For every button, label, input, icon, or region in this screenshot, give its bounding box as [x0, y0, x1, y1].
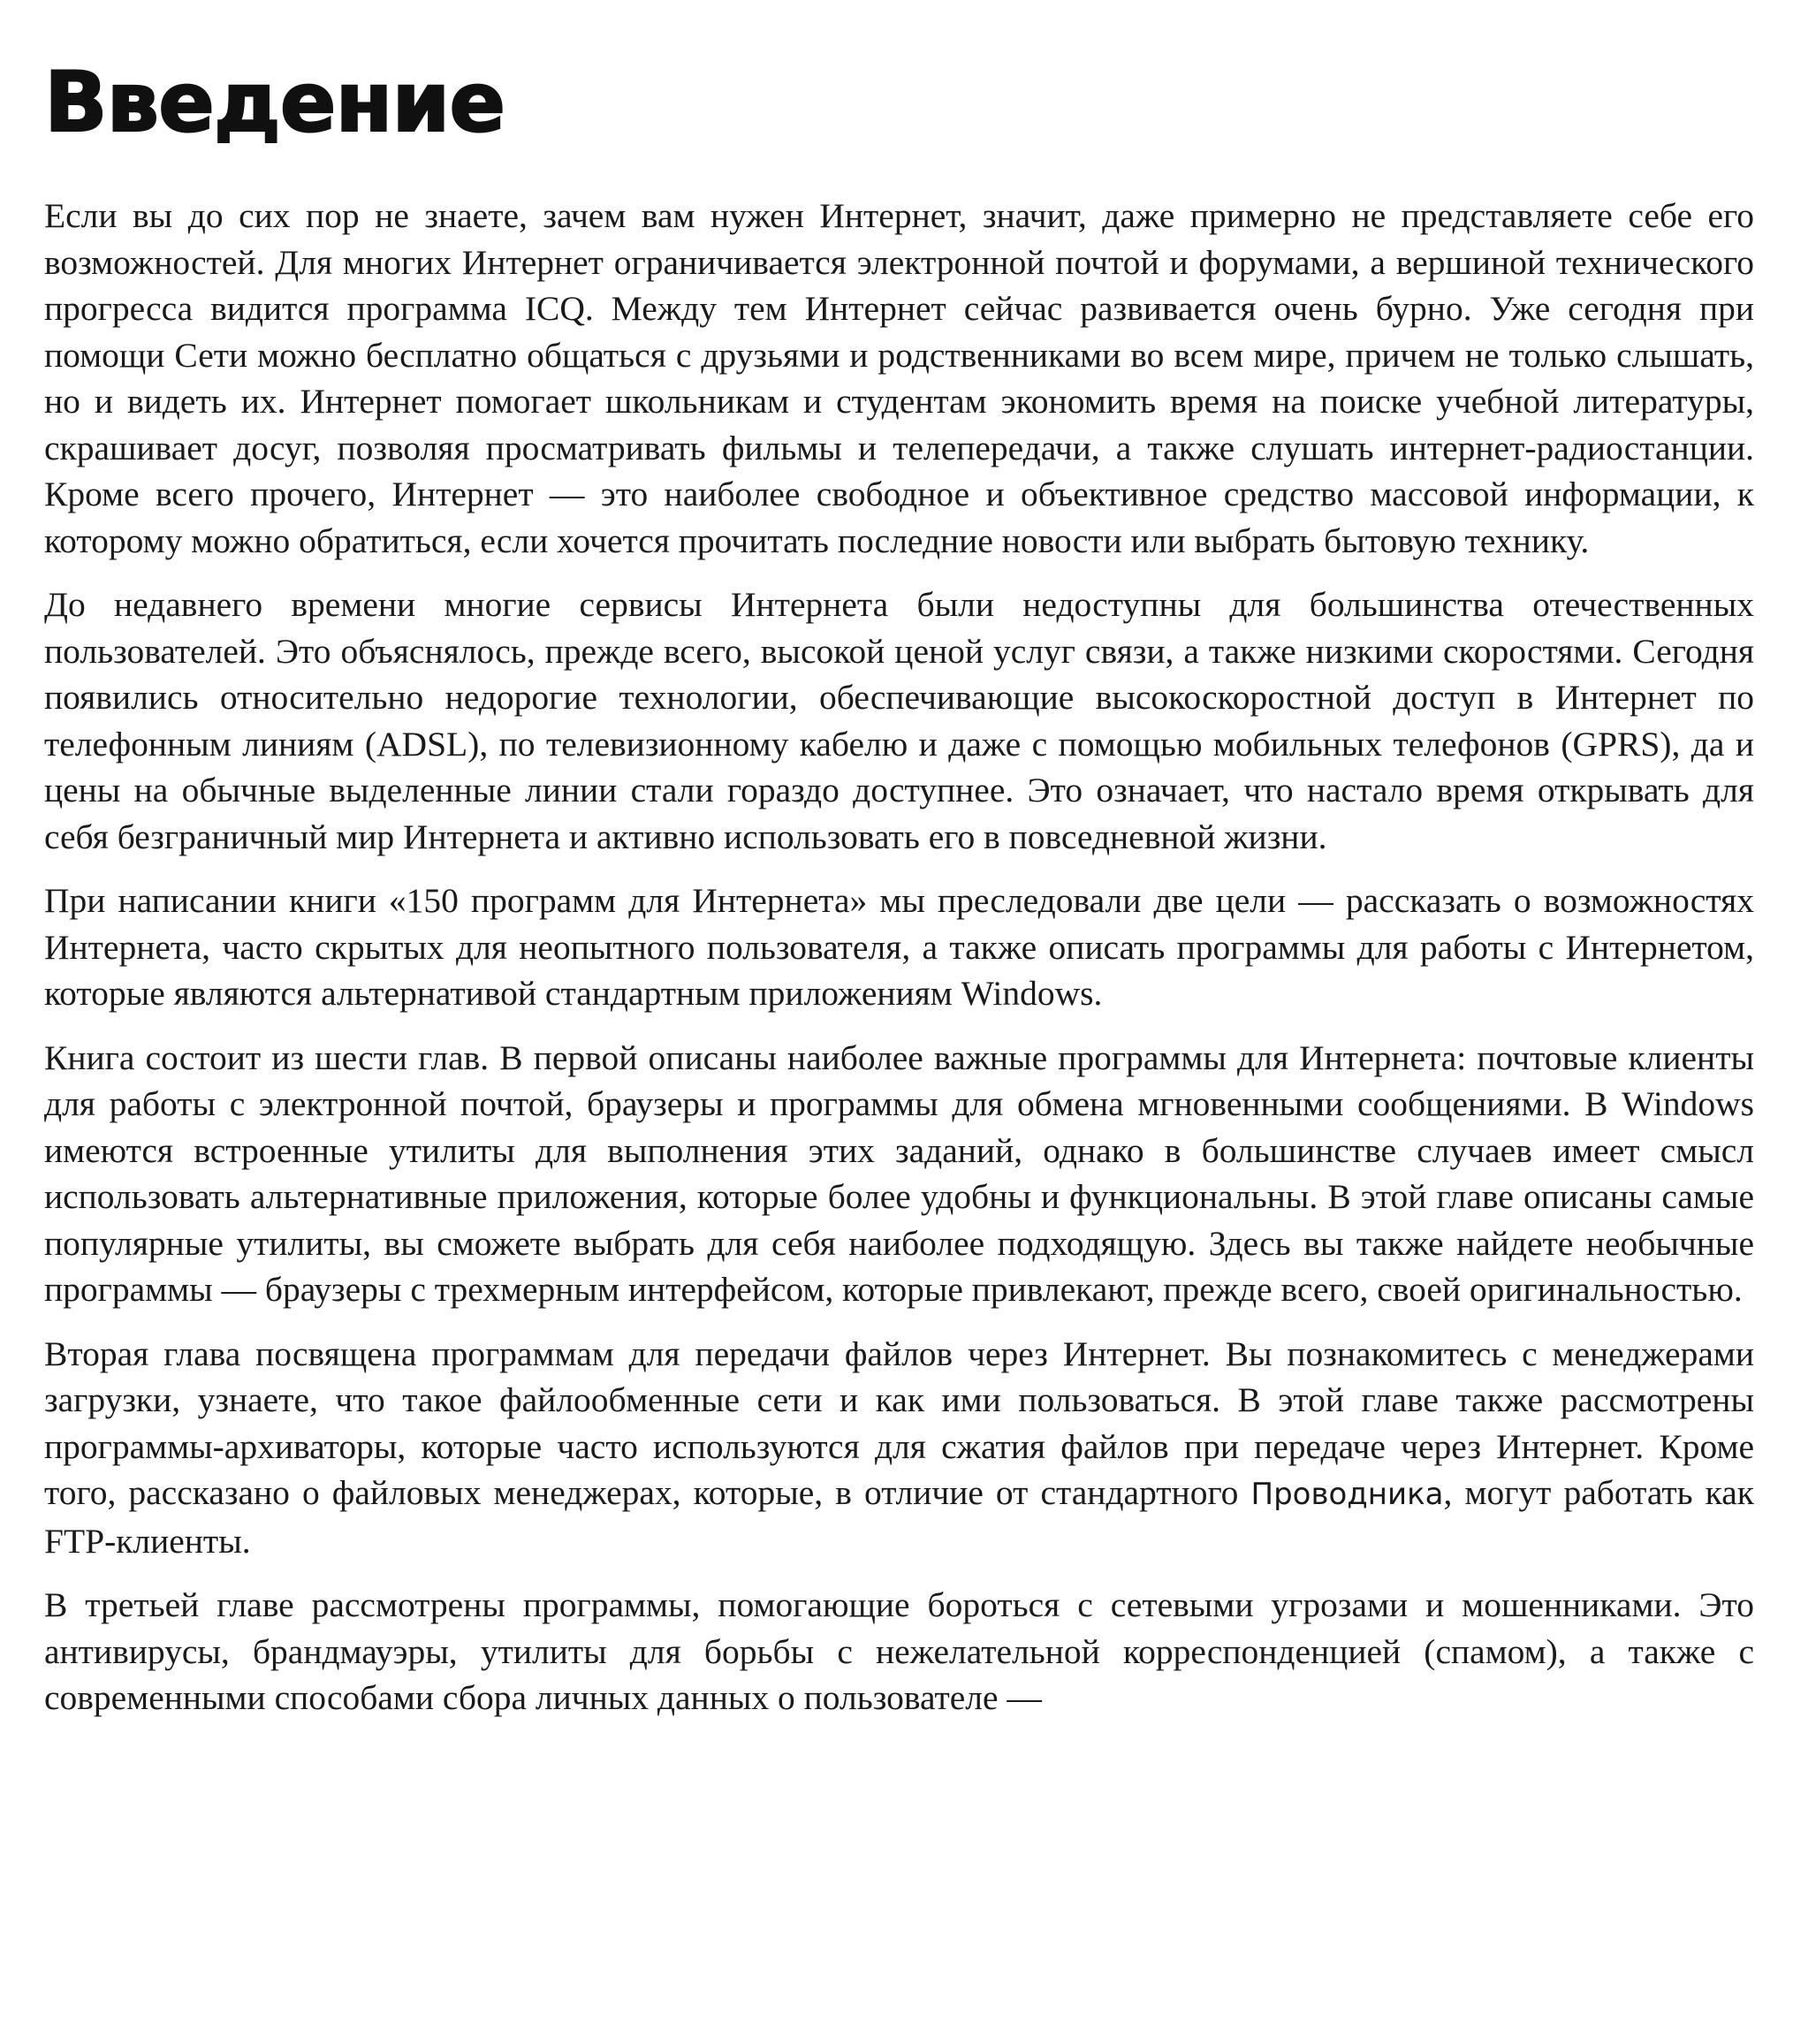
paragraph-4: Книга состоит из шести глав. В первой описаны наиболее важные программы для Интернета: почтовые клиенты для работы с электронной почтой, браузеры и программы для обмена мгновенными сообщениями. В Windows имеются встроенные утилиты для выполнения этих заданий, однако в большинстве случаев имеет смысл использовать альтернативные приложения, которые более удобны и функциональны. В этой главе описаны самые популярные утилиты, вы сможете выбрать для себя наиболее подходящую. Здесь вы также найдете необычные программы — браузеры с трехмерным интерфейсом, которые привлекают, прежде всего, своей оригинальностью.: [44, 1037, 1754, 1309]
paragraph-6: В третьей главе рассмотрены программы, помогающие бороться с сетевыми угрозами и мошенниками. Это антивирусы, брандмауэры, утилиты для борьбы с нежелательной корреспонденцией (спамом), а также с современными способами сбора личных данных о пользователе —: [44, 1585, 1754, 1717]
paragraph-2: До недавнего времени многие сервисы Интернета были недоступны для большинства отечественных пользователей. Это объяснялось, прежде всего, высокой ценой услуг связи, а также низкими скоростями. Сегодня появились относительно недорогие технологии, обеспечивающие высокоскоростной доступ в Интернет по телефонным линиям (ADSL), по телевизионному кабелю и даже с помощью мобильных телефонов (GPRS), да и цены на обычные выделенные линии стали гораздо доступнее. Это означает, что настало время открывать для себя безграничный мир Интернета и активно использовать его в повседневной жизни.: [44, 585, 1754, 856]
paragraph-5-text-end: , могут работать как FTP-клиенты.: [44, 1473, 1754, 1561]
explorer-term: Проводника: [1250, 1477, 1444, 1512]
paragraph-3: При написании книги «150 программ для Интернета» мы преследовали две цели — рассказать о возможностях Интернета, часто скрытых для неопытного пользователя, а также описать программы для работы с Интернетом, которые являются альтернативой стандартным приложениям Windows.: [44, 881, 1754, 1013]
body-text: [44, 193, 1754, 1721]
paragraph-1: Если вы до сих пор не знаете, зачем вам нужен Интернет, значит, даже примерно не представляете себе его возможностей. Для многих Интернет ограничивается электронной почтой и форумами, а вершиной технического прогресса видится программа ICQ. Между тем Интернет сейчас развивается очень бурно. Уже сегодня при помощи Сети можно бесплатно общаться с друзьями и родственниками во всем мире, причем не только слышать, но и видеть их. Интернет помогает школьникам и студентам экономить время на поиске учебной литературы, скрашивает досуг, позволяя просматривать фильмы и телепередачи, а также слушать интернет-радиостанции. Кроме всего прочего, Интернет — это наиболее свободное и объективное средство массовой информации, к которому можно обратиться, если хочется прочитать последние новости или выбрать бытовую технику.: [44, 196, 1754, 560]
page: [44, 35, 1754, 1739]
chapter-heading: Введение: [44, 55, 505, 151]
paragraph-5: [44, 1331, 1754, 1565]
paragraph-5-text-start: Вторая глава посвящена программам для передачи файлов через Интернет. Вы познакомитесь с менеджерами загрузки, узнаете, что такое файлообменные сети и как ими пользоваться. В этой главе также рассмотрены программы-архиваторы, которые часто используются для сжатия файлов при передаче через Интернет. Кроме того, рассказано о файловых менеджерах, которые, в отличие от стандартного: [44, 1334, 1754, 1512]
